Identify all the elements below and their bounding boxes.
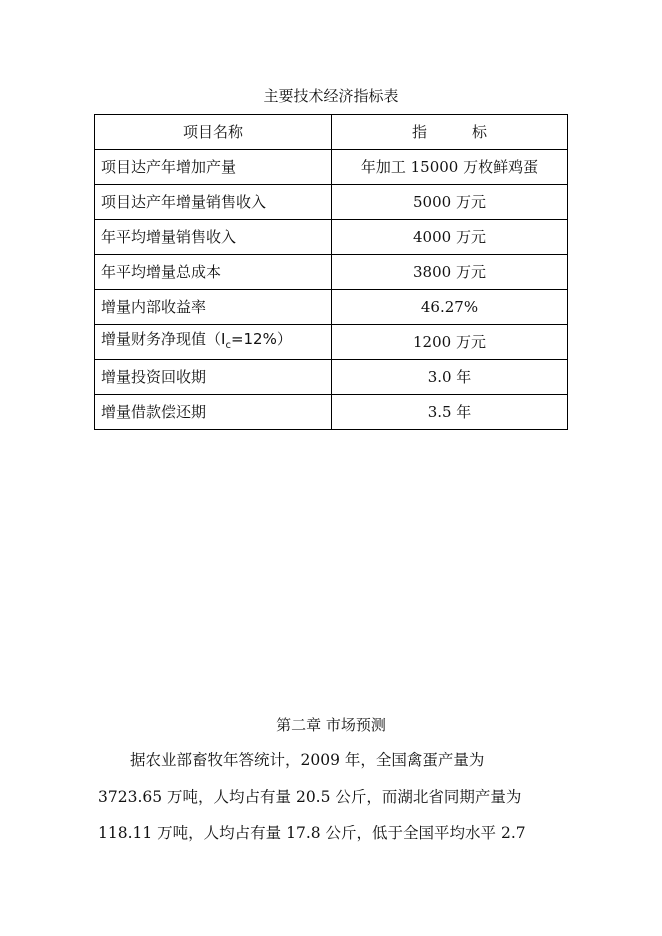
table-row: [95, 290, 568, 325]
paragraph-line: 据农业部畜牧年答统计，2009 年，全国禽蛋产量为: [130, 751, 485, 769]
table-row: [95, 150, 568, 185]
paragraph-line: 3723.65 万吨，人均占有量 20.5 公斤，而湖北省同期产量为: [98, 788, 522, 806]
table-header-row: [95, 115, 568, 150]
indicators-table: [94, 114, 568, 430]
row-value: 46.27%: [332, 290, 568, 325]
row-name: 项目达产年增加产量: [95, 150, 332, 185]
row-value: 4000 万元: [332, 220, 568, 255]
row-name-npv: [95, 325, 332, 360]
table-row: [95, 185, 568, 220]
table-row: [95, 360, 568, 395]
row-value: 5000 万元: [332, 185, 568, 220]
row-value: 3800 万元: [332, 255, 568, 290]
row-name: 年平均增量总成本: [95, 255, 332, 290]
row-value: 1200 万元: [332, 325, 568, 360]
chapter-title: 第二章 市场预测: [276, 716, 386, 734]
row-value: 年加工 15000 万枚鲜鸡蛋: [332, 150, 568, 185]
row-name-tail: =12%）: [230, 329, 292, 348]
row-name: 项目达产年增量销售收入: [95, 185, 332, 220]
table-title: 主要技术经济指标表: [263, 87, 399, 105]
header-indicator: 指 标: [332, 115, 568, 150]
table-row: [95, 325, 568, 360]
row-name: 增量投资回收期: [95, 360, 332, 395]
row-value: 3.0 年: [332, 360, 568, 395]
header-project-name: 项目名称: [95, 115, 332, 150]
row-name-subscript: c: [225, 339, 231, 351]
table-row: [95, 220, 568, 255]
row-name: 增量借款偿还期: [95, 395, 332, 430]
row-value: 3.5 年: [332, 395, 568, 430]
table-row: [95, 395, 568, 430]
row-name: 增量内部收益率: [95, 290, 332, 325]
row-name: 年平均增量销售收入: [95, 220, 332, 255]
paragraph-line: 118.11 万吨，人均占有量 17.8 公斤，低于全国平均水平 2.7: [98, 824, 526, 842]
row-name-main: 增量财务净现值（I: [101, 329, 226, 348]
table-row: [95, 255, 568, 290]
